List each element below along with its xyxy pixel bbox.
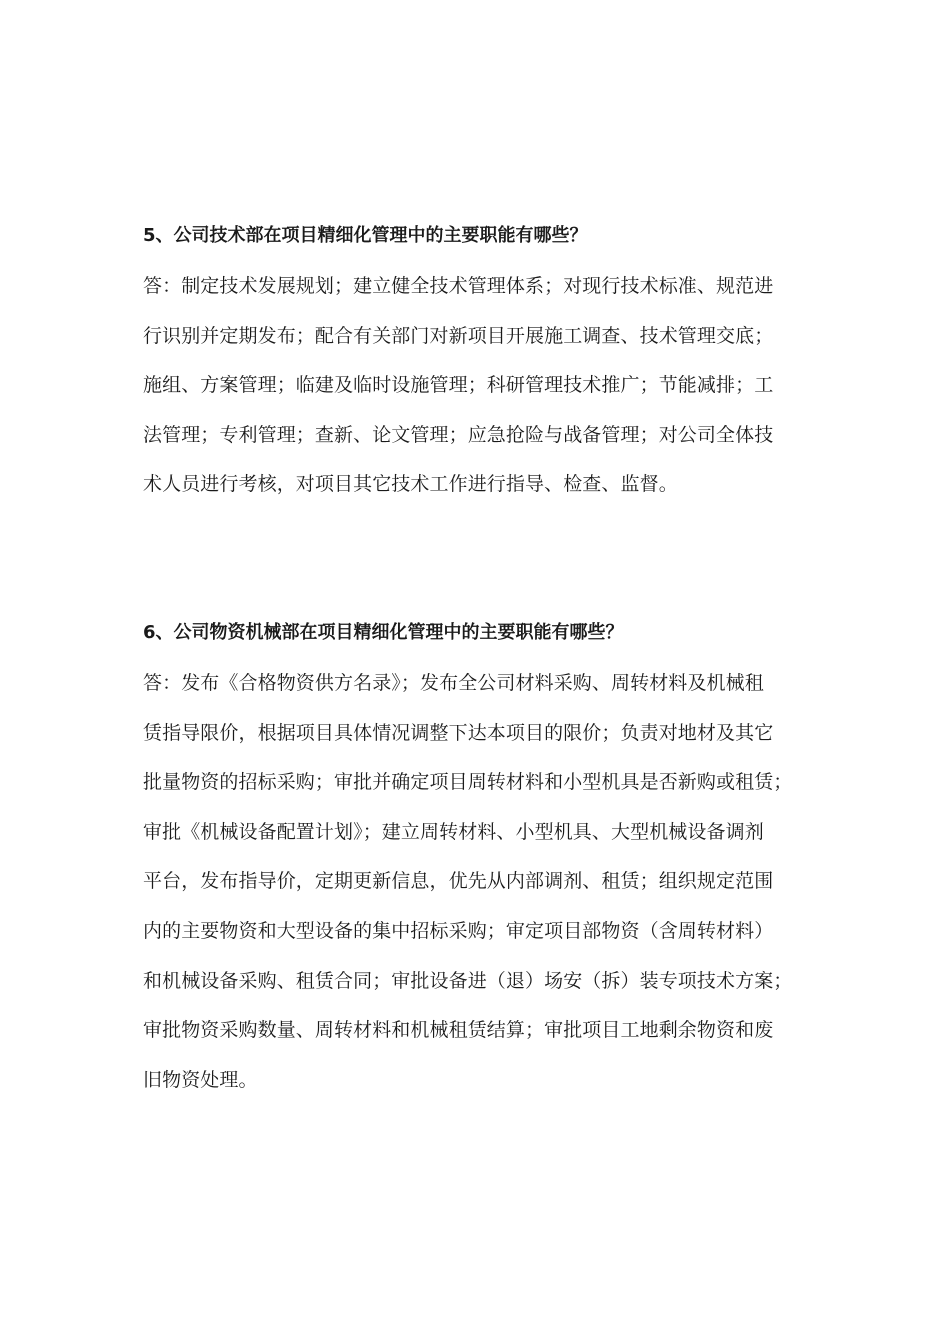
answer-line: 平台，发布指导价，定期更新信息，优先从内部调剂、租赁；组织规定范围: [143, 870, 774, 893]
answer-line: 审批物资采购数量、周转材料和机械租赁结算；审批项目工地剩余物资和废: [143, 1019, 774, 1042]
answer-line: 施组、方案管理；临建及临时设施管理；科研管理技术推广；节能减排；工: [143, 374, 774, 397]
answer-line: 术人员进行考核，对项目其它技术工作进行指导、检查、监督。: [143, 473, 678, 496]
answer-line: 答：发布《合格物资供方名录》；发布全公司材料采购、周转材料及机械租: [143, 672, 764, 694]
answer-paragraph: [143, 262, 815, 510]
answer-line: 旧物资处理。: [143, 1068, 258, 1091]
answer-line: 行识别并定期发布；配合有关部门对新项目开展施工调查、技术管理交底；: [143, 324, 774, 347]
answer-line: 法管理；专利管理；查新、论文管理；应急抢险与战备管理；对公司全体技: [143, 423, 774, 446]
answer-line: 和机械设备采购、租赁合同；审批设备进（退）场安（拆）装专项技术方案；: [143, 969, 793, 992]
question-heading: 6、公司物资机械部在项目精细化管理中的主要职能有哪些？: [143, 622, 624, 643]
qa-section-6: [143, 620, 815, 1105]
answer-line: 答：制定技术发展规划；建立健全技术管理体系；对现行技术标准、规范进: [143, 275, 774, 297]
answer-line: 内的主要物资和大型设备的集中招标采购；审定项目部物资（含周转材料）: [143, 919, 774, 942]
answer-line: 批量物资的招标采购；审批并确定项目周转材料和小型机具是否新购或租赁；: [143, 771, 793, 794]
question-heading: 5、公司技术部在项目精细化管理中的主要职能有哪些？: [143, 225, 588, 246]
qa-section-5: [143, 223, 815, 510]
answer-paragraph: [143, 659, 815, 1105]
answer-line: 审批《机械设备配置计划》；建立周转材料、小型机具、大型机械设备调剂: [143, 820, 764, 843]
answer-line: 赁指导限价，根据项目具体情况调整下达本项目的限价；负责对地材及其它: [143, 721, 774, 744]
